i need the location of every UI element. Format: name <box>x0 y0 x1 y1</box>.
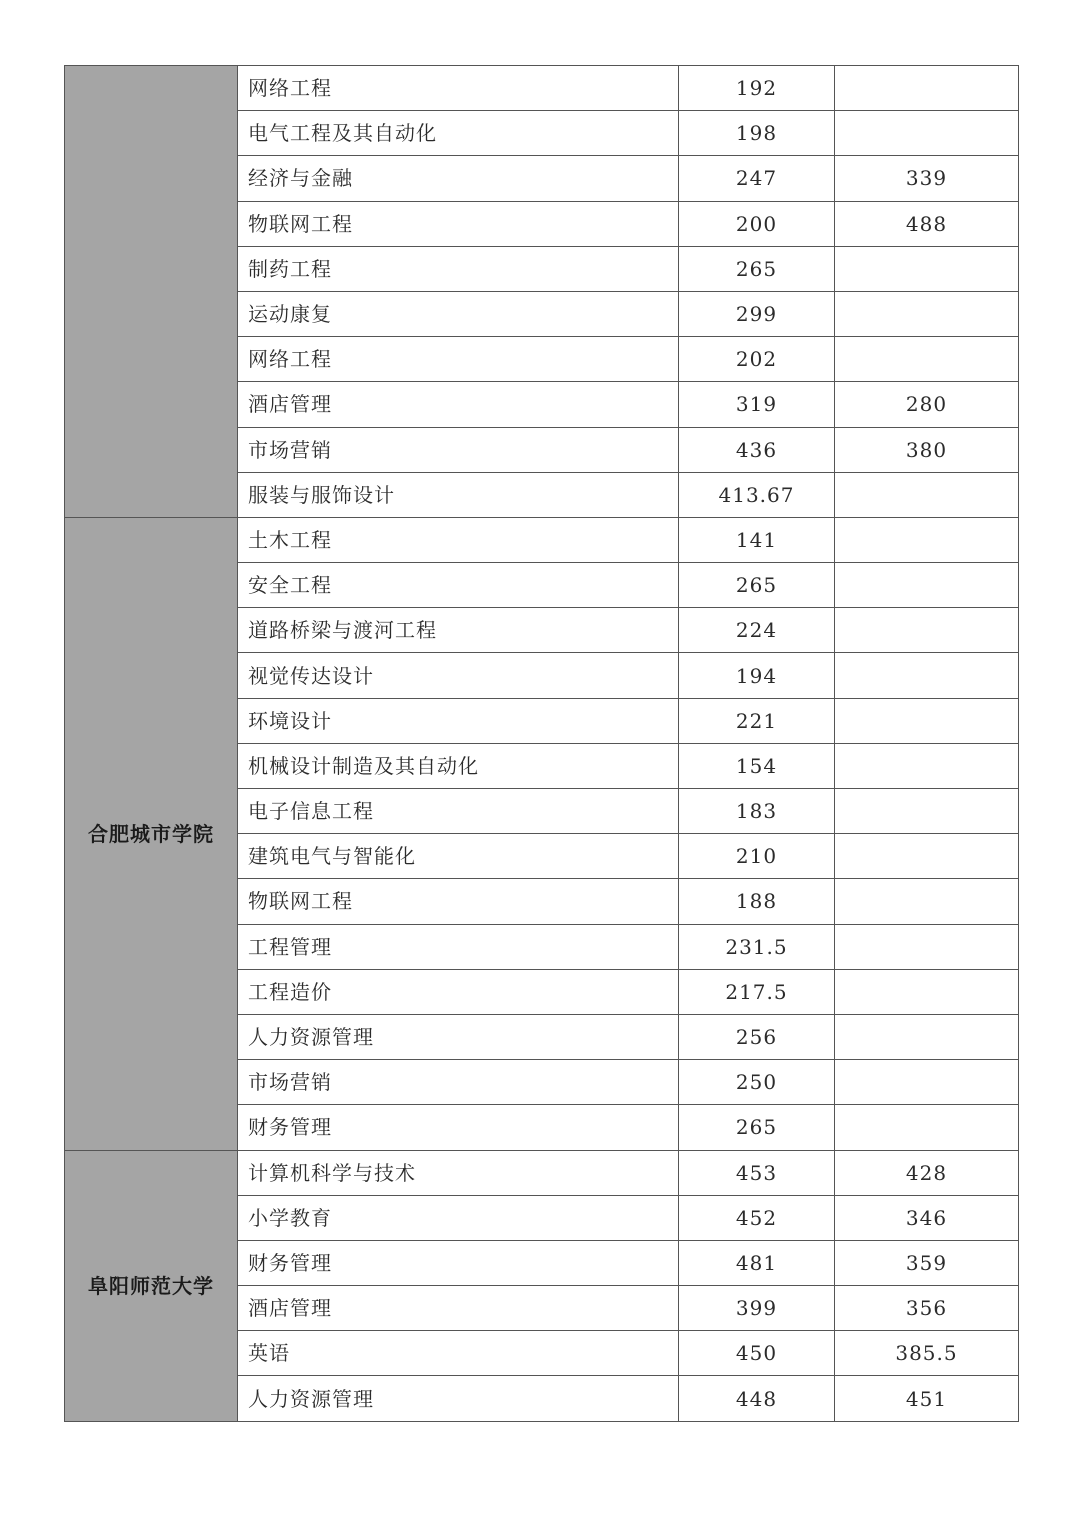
score-cell-1: 217.5 <box>679 969 835 1014</box>
score-cell-2 <box>835 246 1019 291</box>
score-cell-1: 194 <box>679 653 835 698</box>
score-cell-2 <box>835 879 1019 924</box>
major-cell: 网络工程 <box>238 66 679 111</box>
table-row <box>65 66 1019 111</box>
score-cell-2: 339 <box>835 156 1019 201</box>
score-cell-1: 452 <box>679 1195 835 1240</box>
major-cell: 网络工程 <box>238 337 679 382</box>
major-cell: 人力资源管理 <box>238 1376 679 1421</box>
score-cell-2 <box>835 743 1019 788</box>
score-cell-1: 141 <box>679 517 835 562</box>
major-cell: 酒店管理 <box>238 1286 679 1331</box>
major-cell: 物联网工程 <box>238 879 679 924</box>
score-cell-2: 359 <box>835 1240 1019 1285</box>
school-name-cell: 阜阳师范大学 <box>65 1150 238 1421</box>
major-cell: 机械设计制造及其自动化 <box>238 743 679 788</box>
score-cell-2 <box>835 924 1019 969</box>
major-cell: 运动康复 <box>238 291 679 336</box>
score-cell-2 <box>835 608 1019 653</box>
score-cell-1: 250 <box>679 1060 835 1105</box>
major-cell: 土木工程 <box>238 517 679 562</box>
score-cell-2 <box>835 563 1019 608</box>
score-cell-1: 183 <box>679 789 835 834</box>
score-cell-2 <box>835 291 1019 336</box>
score-cell-2 <box>835 1014 1019 1059</box>
score-cell-2 <box>835 789 1019 834</box>
score-cell-1: 224 <box>679 608 835 653</box>
score-cell-1: 265 <box>679 1105 835 1150</box>
score-cell-2: 428 <box>835 1150 1019 1195</box>
score-cell-2: 346 <box>835 1195 1019 1240</box>
score-cell-2 <box>835 1060 1019 1105</box>
major-cell: 计算机科学与技术 <box>238 1150 679 1195</box>
major-cell: 环境设计 <box>238 698 679 743</box>
score-cell-1: 210 <box>679 834 835 879</box>
score-cell-2: 385.5 <box>835 1331 1019 1376</box>
major-cell: 视觉传达设计 <box>238 653 679 698</box>
score-cell-1: 192 <box>679 66 835 111</box>
score-cell-1: 453 <box>679 1150 835 1195</box>
score-cell-1: 450 <box>679 1331 835 1376</box>
score-cell-1: 319 <box>679 382 835 427</box>
major-cell: 安全工程 <box>238 563 679 608</box>
score-cell-2 <box>835 66 1019 111</box>
score-table <box>64 65 1019 1422</box>
major-cell: 人力资源管理 <box>238 1014 679 1059</box>
score-cell-1: 200 <box>679 201 835 246</box>
score-cell-2: 451 <box>835 1376 1019 1421</box>
score-cell-2 <box>835 337 1019 382</box>
major-cell: 市场营销 <box>238 1060 679 1105</box>
major-cell: 工程管理 <box>238 924 679 969</box>
major-cell: 市场营销 <box>238 427 679 472</box>
score-cell-1: 481 <box>679 1240 835 1285</box>
score-cell-1: 399 <box>679 1286 835 1331</box>
major-cell: 电气工程及其自动化 <box>238 111 679 156</box>
score-cell-2: 488 <box>835 201 1019 246</box>
score-cell-2 <box>835 834 1019 879</box>
score-cell-1: 188 <box>679 879 835 924</box>
major-cell: 英语 <box>238 1331 679 1376</box>
major-cell: 酒店管理 <box>238 382 679 427</box>
score-cell-1: 231.5 <box>679 924 835 969</box>
score-cell-1: 448 <box>679 1376 835 1421</box>
score-cell-2: 356 <box>835 1286 1019 1331</box>
major-cell: 财务管理 <box>238 1240 679 1285</box>
score-cell-1: 154 <box>679 743 835 788</box>
score-cell-2 <box>835 653 1019 698</box>
score-cell-2 <box>835 517 1019 562</box>
major-cell: 道路桥梁与渡河工程 <box>238 608 679 653</box>
score-cell-1: 247 <box>679 156 835 201</box>
major-cell: 小学教育 <box>238 1195 679 1240</box>
score-cell-2: 380 <box>835 427 1019 472</box>
score-cell-1: 265 <box>679 563 835 608</box>
score-cell-2 <box>835 1105 1019 1150</box>
major-cell: 工程造价 <box>238 969 679 1014</box>
table-row <box>65 1150 1019 1195</box>
score-cell-2 <box>835 111 1019 156</box>
score-cell-1: 436 <box>679 427 835 472</box>
score-cell-2 <box>835 472 1019 517</box>
score-cell-1: 265 <box>679 246 835 291</box>
score-cell-1: 413.67 <box>679 472 835 517</box>
major-cell: 电子信息工程 <box>238 789 679 834</box>
major-cell: 建筑电气与智能化 <box>238 834 679 879</box>
major-cell: 服装与服饰设计 <box>238 472 679 517</box>
school-name-cell <box>65 66 238 518</box>
score-cell-1: 198 <box>679 111 835 156</box>
school-name-cell: 合肥城市学院 <box>65 517 238 1150</box>
major-cell: 财务管理 <box>238 1105 679 1150</box>
score-cell-2 <box>835 969 1019 1014</box>
major-cell: 经济与金融 <box>238 156 679 201</box>
score-cell-2 <box>835 698 1019 743</box>
score-cell-1: 299 <box>679 291 835 336</box>
score-cell-1: 221 <box>679 698 835 743</box>
major-cell: 制药工程 <box>238 246 679 291</box>
major-cell: 物联网工程 <box>238 201 679 246</box>
table-row <box>65 517 1019 562</box>
table-body <box>65 66 1019 1422</box>
score-cell-1: 202 <box>679 337 835 382</box>
score-cell-1: 256 <box>679 1014 835 1059</box>
score-cell-2: 280 <box>835 382 1019 427</box>
